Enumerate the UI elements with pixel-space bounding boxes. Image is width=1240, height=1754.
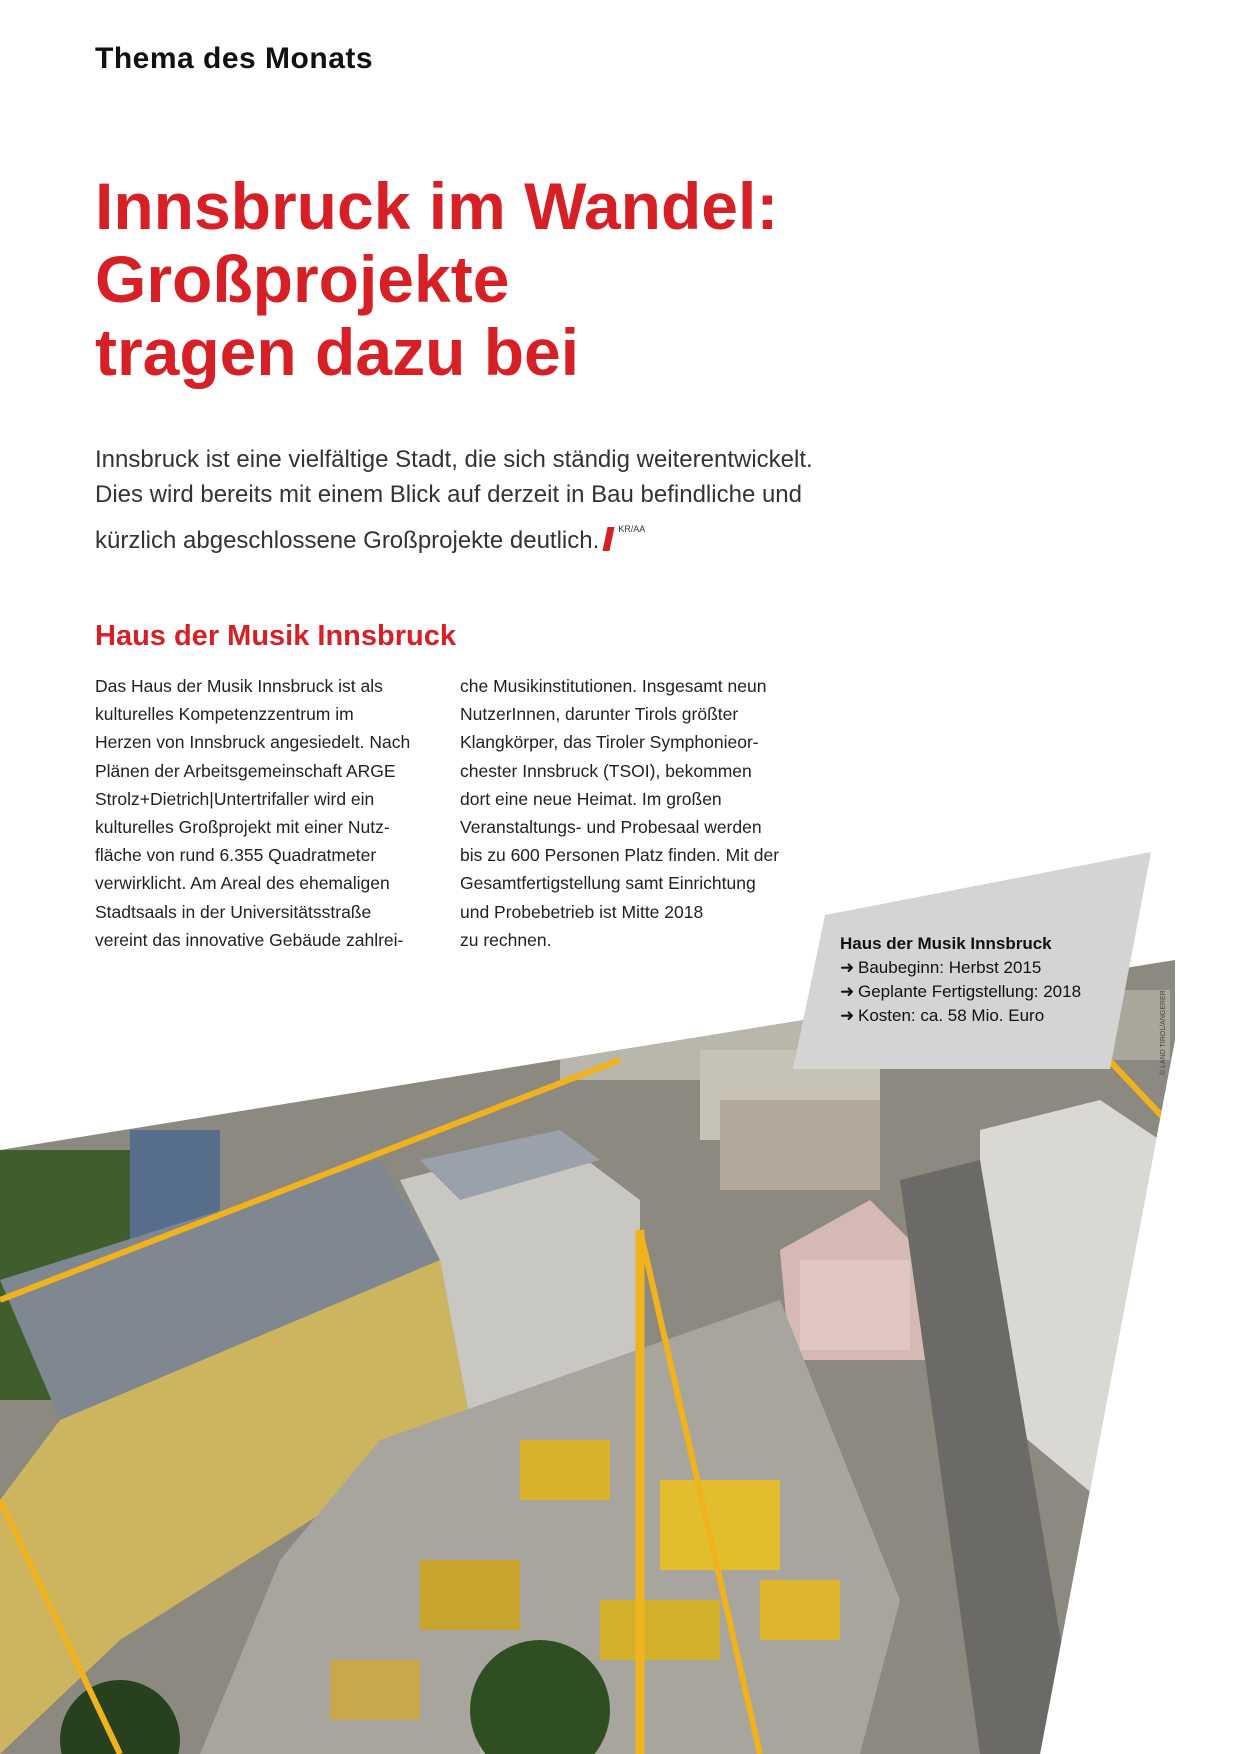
body-line: Strolz+Dietrich|Untertrifaller wird ein: [95, 788, 375, 809]
slash-mark-icon: [603, 527, 615, 551]
fact-box-item-text: Geplante Fertigstellung: 2018: [858, 982, 1082, 1001]
fact-box-item: [840, 1004, 1120, 1028]
body-line: Das Haus der Musik Innsbruck ist als: [95, 676, 383, 696]
page-title: [95, 170, 995, 389]
arrow-right-icon: ➜: [840, 982, 855, 1001]
fact-box-item: [840, 980, 1120, 1004]
author-credit: KR/AA: [618, 524, 646, 534]
photo-credit: © LAND TIROL/ANGERER: [1160, 990, 1167, 1075]
body-line: Plänen der Arbeitsgemeinschaft ARGE: [95, 760, 396, 781]
headline-line: tragen dazu bei: [95, 315, 580, 389]
body-line: Klangkörper, das Tiroler Symphonieor-: [460, 732, 759, 753]
fact-box-item-text: Kosten: ca. 58 Mio. Euro: [858, 1006, 1045, 1025]
article-column-2: [460, 672, 800, 954]
body-line: zu rechnen.: [460, 929, 552, 950]
lead-line: Dies wird bereits mit einem Blick auf derzeit in Bau befindliche und: [95, 481, 803, 508]
fact-box-item: [840, 956, 1120, 980]
article-subhead: Haus der Musik Innsbruck: [95, 620, 456, 652]
body-line: che Musikinstitutionen. Insgesamt neun: [460, 676, 767, 696]
body-line: Herzen von Innsbruck angesiedelt. Nach: [95, 732, 411, 753]
lead-line: kürzlich abgeschlossene Großprojekte deutlich.: [95, 527, 600, 554]
body-line: Gesamtfertigstellung samt Einrichtung: [460, 873, 756, 894]
body-line: chester Innsbruck (TSOI), bekommen: [460, 760, 752, 781]
body-line: vereint das innovative Gebäude zahlrei-: [95, 929, 404, 950]
body-line: kulturelles Kompetenzzentrum im: [95, 704, 354, 725]
body-line: fläche von rund 6.355 Quadratmeter: [95, 845, 377, 866]
fact-box-item-text: Baubeginn: Herbst 2015: [858, 958, 1042, 977]
headline-line: Innsbruck im Wandel:: [95, 169, 779, 243]
arrow-right-icon: ➜: [840, 958, 855, 977]
lead-line: Innsbruck ist eine vielfältige Stadt, die sich ständig weiterentwickelt.: [95, 446, 813, 473]
body-line: Stadtsaals in der Universitätsstraße: [95, 901, 372, 922]
body-line: NutzerInnen, darunter Tirols größter: [460, 704, 739, 725]
arrow-right-icon: ➜: [840, 1006, 855, 1025]
body-line: kulturelles Großprojekt mit einer Nutz-: [95, 817, 390, 838]
fact-box: [840, 932, 1120, 1028]
section-label: Thema des Monats: [95, 42, 374, 75]
lead-paragraph: [95, 442, 895, 558]
article-column-1: [95, 672, 435, 954]
body-line: verwirklicht. Am Areal des ehemaligen: [95, 873, 390, 894]
body-line: Veranstaltungs- und Probesaal werden: [460, 817, 762, 838]
body-line: und Probebetrieb ist Mitte 2018: [460, 901, 704, 922]
body-line: dort eine neue Heimat. Im großen: [460, 788, 722, 809]
fact-box-title: Haus der Musik Innsbruck: [840, 934, 1052, 953]
body-line: bis zu 600 Personen Platz finden. Mit der: [460, 845, 780, 866]
headline-line: Großprojekte: [95, 242, 510, 316]
